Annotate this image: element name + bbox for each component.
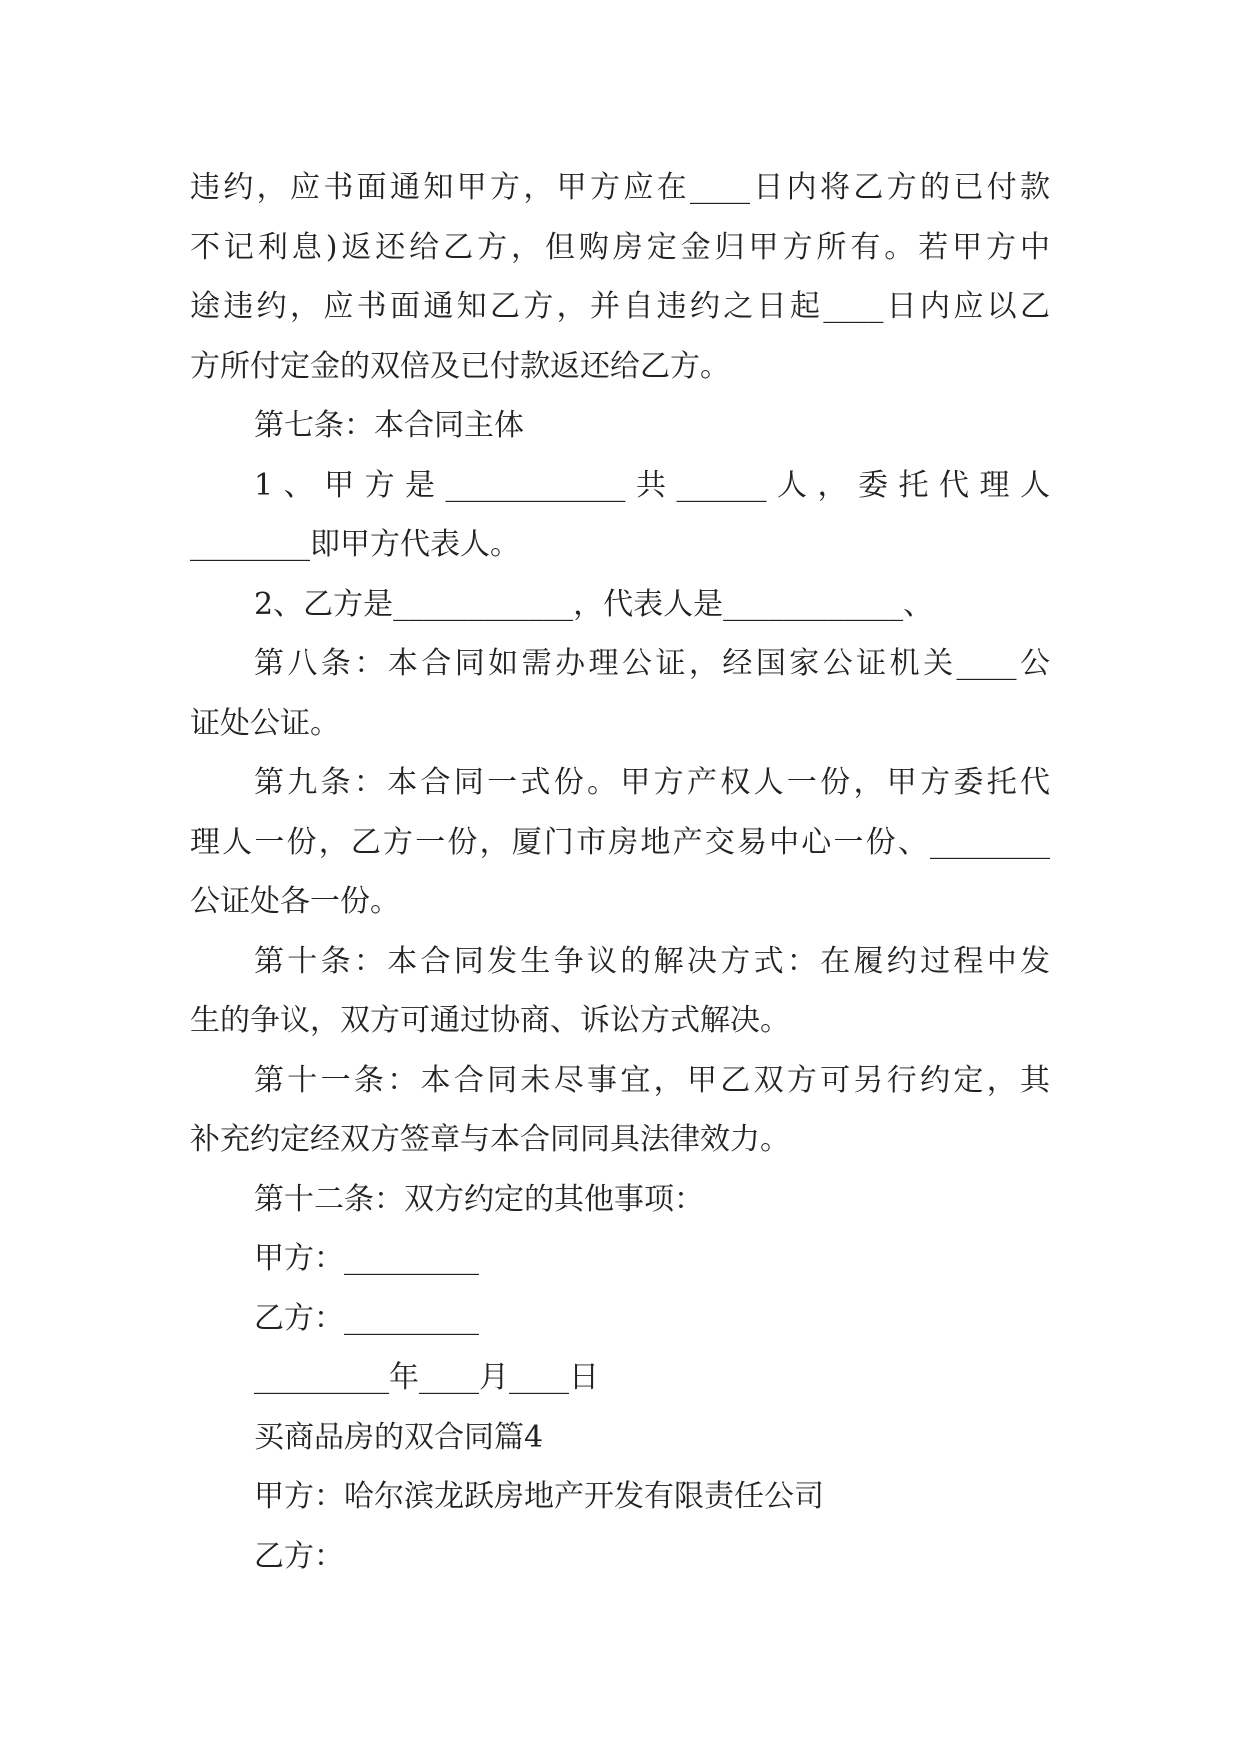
party-b-clause: 2、乙方是____________，代表人是____________、: [254, 586, 934, 622]
article-10-line-1: 第十条：本合同发生争议的解决方式：在履约过程中发: [254, 943, 1050, 979]
article-8-line-1: 第八条：本合同如需办理公证，经国家公证机关____公: [254, 646, 1050, 681]
article-11-line-2: 补充约定经双方签章与本合同同具法律效力。: [190, 1122, 790, 1157]
party-a-name: 甲方：哈尔滨龙跃房地产开发有限责任公司: [254, 1479, 824, 1514]
document-body: [190, 158, 1050, 1586]
text-line-2: 不记利息)返还给乙方，但购房定金归甲方所有。若甲方中: [190, 229, 1050, 265]
section-title: 买商品房的双合同篇4: [254, 1419, 544, 1455]
signing-date: _________年____月____日: [254, 1360, 599, 1395]
article-7-heading: 第七条：本合同主体: [254, 408, 524, 443]
text-line-4: 方所付定金的双倍及已付款返还给乙方。: [190, 348, 730, 384]
article-12-heading: 第十二条：双方约定的其他事项：: [254, 1181, 704, 1217]
party-a-representative: ________即甲方代表人。: [190, 527, 520, 562]
text-line-1: 违约，应书面通知甲方，甲方应在____日内将乙方的已付款: [190, 170, 1050, 205]
article-10-line-2: 生的争议，双方可通过协商、诉讼方式解决。: [190, 1003, 790, 1038]
party-b-name: 乙方：: [254, 1538, 344, 1574]
party-b-signature: 乙方：_________: [254, 1300, 479, 1336]
party-a-clause: 1、甲方是____________共______人，委托代理人: [254, 467, 1050, 503]
party-a-signature: 甲方：_________: [254, 1241, 479, 1276]
text-line-3: 途违约，应书面通知乙方，并自违约之日起____日内应以乙: [190, 289, 1050, 324]
article-9-line-2: 理人一份，乙方一份，厦门市房地产交易中心一份、________: [190, 824, 1050, 860]
article-9-line-1: 第九条：本合同一式份。甲方产权人一份，甲方委托代: [254, 765, 1050, 800]
article-11-line-1: 第十一条：本合同未尽事宜，甲乙双方可另行约定，其: [254, 1062, 1050, 1098]
article-8-line-2: 证处公证。: [190, 705, 340, 741]
article-9-line-3: 公证处各一份。: [190, 884, 400, 919]
